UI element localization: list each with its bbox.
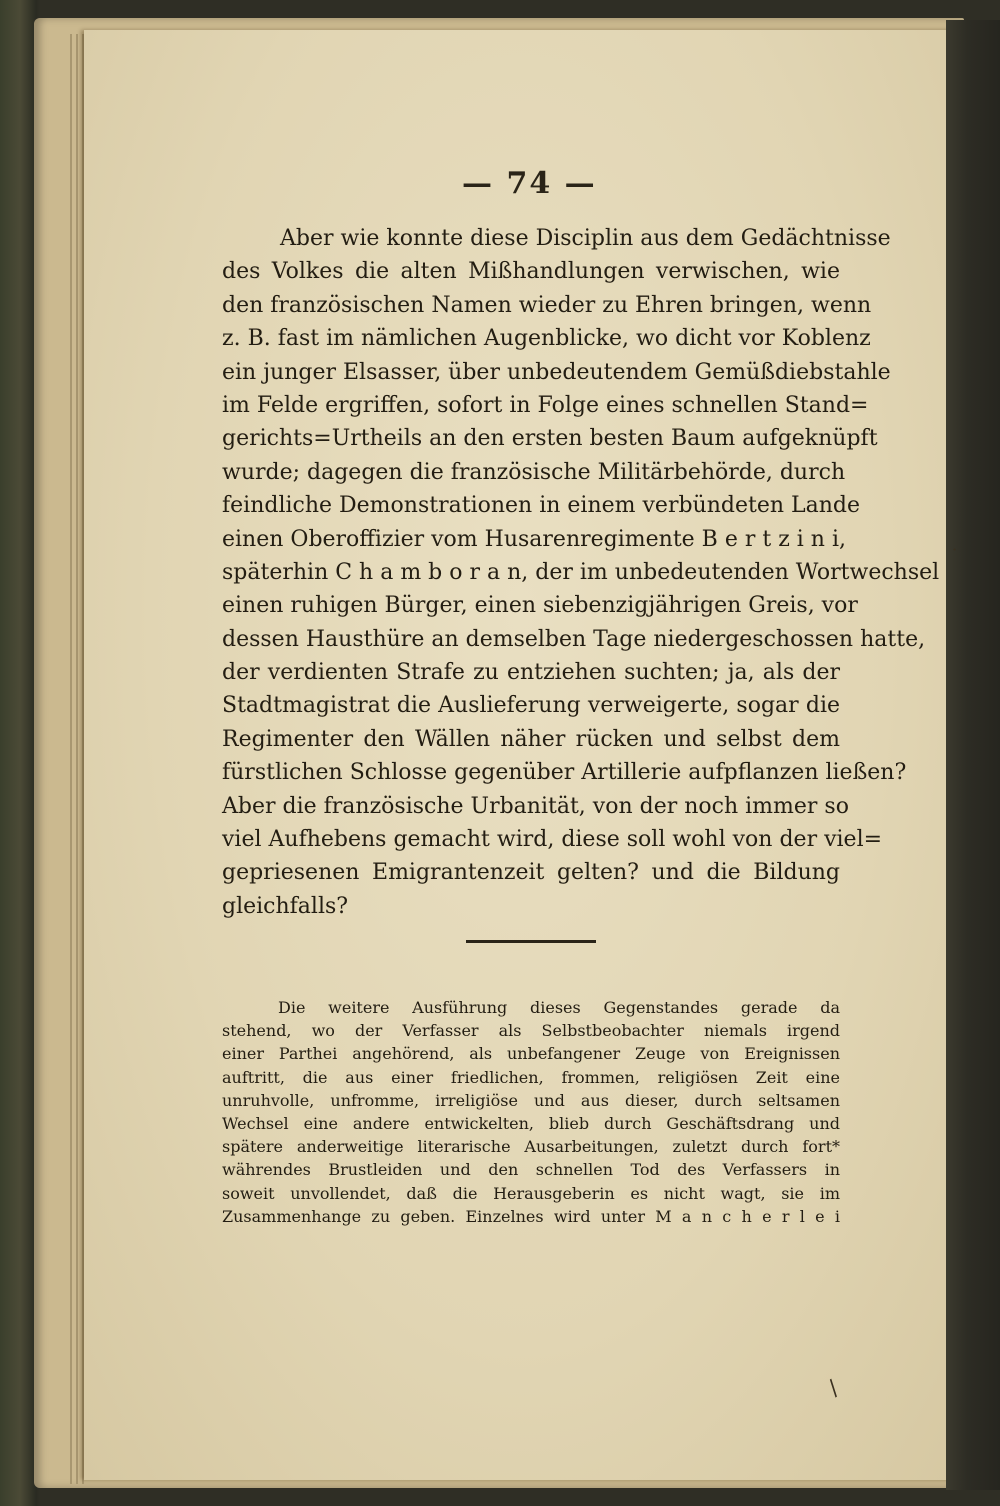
- pencil-mark: ·: [952, 540, 958, 559]
- body-line: wurde; dagegen die französische Militärbehörde, durch: [222, 459, 846, 485]
- body-line: viel Aufhebens gemacht wird, diese soll wohl von der viel=: [222, 827, 883, 853]
- body-text: [222, 222, 940, 923]
- body-line: den französischen Namen wieder zu Ehren bringen, wenn: [222, 292, 872, 318]
- body-line: Stadtmagistrat die Auslieferung verweigerte, sogar die: [222, 693, 840, 719]
- page-edge: [70, 34, 72, 1484]
- footnote-line: Zusammenhange zu geben. Einzelnes wird unter M a n c h e r l e i: [222, 1206, 840, 1226]
- body-line: einen ruhigen Bürger, einen siebenzigjährigen Greis, vor: [222, 593, 858, 619]
- body-line: des Volkes die alten Mißhandlungen verwischen, wie: [222, 259, 840, 285]
- footnote-line: auftritt, die aus einer friedlichen, frommen, religiösen Zeit eine: [222, 1067, 840, 1087]
- body-line: z. B. fast im nämlichen Augenblicke, wo dicht vor Koblenz: [222, 326, 871, 352]
- footnote-line: stehend, wo der Verfasser als Selbstbeobachter niemals irgend: [222, 1021, 840, 1041]
- page-number: — 74 —: [462, 166, 597, 201]
- body-line: Regimenter den Wällen näher rücken und selbst dem: [222, 726, 840, 752]
- body-line: dessen Hausthüre an demselben Tage niedergeschossen hatte,: [222, 626, 926, 652]
- footnote-line: spätere anderweitige literarische Ausarbeitungen, zuletzt durch fort*: [222, 1137, 840, 1157]
- footnote: [222, 996, 840, 1228]
- body-line: gepriesenen Emigrantenzeit gelten? und die Bildung: [222, 860, 840, 886]
- footnote-line: währendes Brustleiden und den schnellen Tod des Verfassers in: [222, 1160, 840, 1180]
- body-line: feindliche Demonstrationen in einem verbündeten Lande: [222, 493, 860, 519]
- footnote-line: soweit unvollendet, daß die Herausgeberin es nicht wagt, sie im: [222, 1183, 840, 1203]
- body-line: im Felde ergriffen, sofort in Folge eines schnellen Stand=: [222, 392, 869, 418]
- body-line: gleichfalls?: [222, 893, 349, 919]
- footnote-line: unruhvolle, unfromme, irreligiöse und aus dieser, durch seltsamen: [222, 1090, 840, 1110]
- body-line: späterhin C h a m b o r a n, der im unbedeutenden Wortwechsel: [222, 559, 940, 585]
- page-edge: [76, 34, 78, 1484]
- footnote-line: Die weitere Ausführung dieses Gegenstandes gerade da: [278, 998, 840, 1017]
- body-line: Aber die französische Urbanität, von der noch immer so: [222, 793, 849, 819]
- pencil-mark: /: [823, 1376, 844, 1401]
- body-line: ein junger Elsasser, über unbedeutendem Gemüßdiebstahle: [222, 359, 891, 385]
- body-line: Aber wie konnte diese Disciplin aus dem Gedächtnisse: [280, 226, 891, 251]
- facing-page-shadow: [946, 20, 1000, 1490]
- footnote-line: einer Parthei angehörend, als unbefangener Zeuge von Ereignissen: [222, 1044, 840, 1064]
- body-line: der verdienten Strafe zu entziehen suchten; ja, als der: [222, 660, 840, 686]
- body-line: einen Oberoffizier vom Husarenregimente B e r t z i n i,: [222, 526, 847, 552]
- footnote-line: Wechsel eine andere entwickelten, blieb durch Geschäftsdrang und: [222, 1113, 840, 1133]
- footnote-separator-rule: [466, 940, 596, 943]
- body-line: gerichts=Urtheils an den ersten besten Baum aufgeknüpft: [222, 426, 878, 452]
- body-line: fürstlichen Schlosse gegenüber Artillerie aufpflanzen ließen?: [222, 760, 907, 786]
